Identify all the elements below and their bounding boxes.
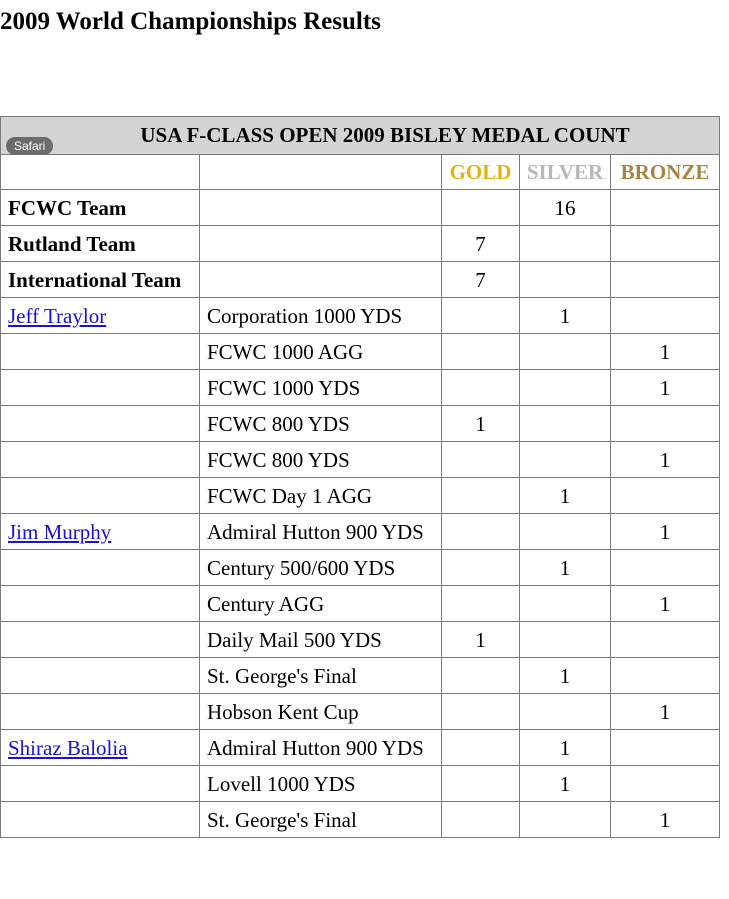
event-cell: FCWC 1000 YDS (200, 370, 442, 406)
team-name-cell: International Team (1, 262, 200, 298)
silver-count-cell: 1 (520, 658, 611, 694)
gold-count-cell (442, 442, 520, 478)
silver-count-cell: 1 (520, 766, 611, 802)
bronze-count-cell (611, 226, 720, 262)
team-name-cell: FCWC Team (1, 190, 200, 226)
event-cell: St. George's Final (200, 802, 442, 838)
event-cell: FCWC 800 YDS (200, 442, 442, 478)
table-row (1, 766, 720, 802)
table-title: USA F-CLASS OPEN 2009 BISLEY MEDAL COUNT (140, 123, 630, 147)
header-name-cell (1, 155, 200, 190)
event-cell: Daily Mail 500 YDS (200, 622, 442, 658)
shooter-name-link[interactable]: Shiraz Balolia (8, 735, 128, 760)
gold-count-cell (442, 766, 520, 802)
shooter-name-link[interactable]: Jim Murphy (8, 519, 112, 544)
gold-count-cell: 7 (442, 226, 520, 262)
event-cell: St. George's Final (200, 658, 442, 694)
table-row (1, 550, 720, 586)
table-row (1, 694, 720, 730)
silver-count-cell: 1 (520, 298, 611, 334)
gold-count-cell (442, 514, 520, 550)
gold-count-cell (442, 334, 520, 370)
bronze-count-cell (611, 622, 720, 658)
shooter-name-cell (1, 658, 200, 694)
shooter-name-cell (1, 550, 200, 586)
silver-count-cell (520, 622, 611, 658)
silver-count-cell: 1 (520, 730, 611, 766)
event-cell: Lovell 1000 YDS (200, 766, 442, 802)
shooter-name-cell (1, 334, 200, 370)
table-body (1, 190, 720, 838)
table-row (1, 478, 720, 514)
event-cell (200, 262, 442, 298)
table-header-row (1, 155, 720, 190)
silver-count-cell (520, 262, 611, 298)
event-cell: Hobson Kent Cup (200, 694, 442, 730)
shooter-name-cell (1, 406, 200, 442)
event-cell: FCWC Day 1 AGG (200, 478, 442, 514)
shooter-name-cell (1, 730, 200, 766)
silver-count-cell (520, 802, 611, 838)
shooter-name-cell (1, 586, 200, 622)
safari-badge[interactable]: Safari (6, 137, 53, 155)
gold-count-cell (442, 694, 520, 730)
event-cell: Century AGG (200, 586, 442, 622)
silver-count-cell (520, 334, 611, 370)
bronze-count-cell: 1 (611, 802, 720, 838)
table-row (1, 334, 720, 370)
bronze-header: BRONZE (611, 155, 720, 190)
event-cell: Admiral Hutton 900 YDS (200, 514, 442, 550)
bronze-count-cell (611, 658, 720, 694)
bronze-count-cell (611, 730, 720, 766)
bronze-count-cell: 1 (611, 586, 720, 622)
event-cell: Corporation 1000 YDS (200, 298, 442, 334)
gold-count-cell (442, 190, 520, 226)
gold-count-cell (442, 802, 520, 838)
silver-count-cell (520, 586, 611, 622)
silver-count-cell: 16 (520, 190, 611, 226)
table-row (1, 622, 720, 658)
table-row (1, 802, 720, 838)
bronze-count-cell: 1 (611, 334, 720, 370)
gold-header: GOLD (442, 155, 520, 190)
table-row (1, 226, 720, 262)
silver-count-cell (520, 514, 611, 550)
silver-count-cell (520, 442, 611, 478)
silver-count-cell (520, 370, 611, 406)
shooter-name-cell (1, 442, 200, 478)
bronze-count-cell: 1 (611, 694, 720, 730)
event-cell (200, 190, 442, 226)
gold-count-cell: 1 (442, 622, 520, 658)
table-row (1, 442, 720, 478)
gold-count-cell (442, 730, 520, 766)
gold-count-cell: 7 (442, 262, 520, 298)
silver-count-cell (520, 694, 611, 730)
table-row (1, 658, 720, 694)
bronze-count-cell: 1 (611, 442, 720, 478)
bronze-count-cell (611, 190, 720, 226)
table-row (1, 370, 720, 406)
gold-count-cell (442, 478, 520, 514)
event-cell: FCWC 1000 AGG (200, 334, 442, 370)
event-cell: Admiral Hutton 900 YDS (200, 730, 442, 766)
table-row (1, 262, 720, 298)
gold-count-cell (442, 370, 520, 406)
team-name-cell: Rutland Team (1, 226, 200, 262)
medal-count-table (0, 116, 720, 838)
silver-header: SILVER (520, 155, 611, 190)
shooter-name-cell (1, 370, 200, 406)
table-row (1, 406, 720, 442)
event-cell (200, 226, 442, 262)
bronze-count-cell (611, 766, 720, 802)
bronze-count-cell (611, 262, 720, 298)
page-title: 2009 World Championships Results (0, 8, 381, 35)
bronze-count-cell (611, 478, 720, 514)
table-title-row (1, 117, 720, 155)
gold-count-cell: 1 (442, 406, 520, 442)
gold-count-cell (442, 298, 520, 334)
silver-count-cell (520, 406, 611, 442)
shooter-name-cell (1, 478, 200, 514)
shooter-name-cell (1, 802, 200, 838)
table-row (1, 190, 720, 226)
event-cell: FCWC 800 YDS (200, 406, 442, 442)
shooter-name-cell (1, 298, 200, 334)
shooter-name-cell (1, 766, 200, 802)
shooter-name-cell (1, 514, 200, 550)
silver-count-cell: 1 (520, 550, 611, 586)
silver-count-cell: 1 (520, 478, 611, 514)
silver-count-cell (520, 226, 611, 262)
shooter-name-cell (1, 622, 200, 658)
shooter-name-link[interactable]: Jeff Traylor (8, 303, 107, 328)
bronze-count-cell (611, 550, 720, 586)
bronze-count-cell (611, 406, 720, 442)
gold-count-cell (442, 586, 520, 622)
table-title-cell (1, 117, 720, 155)
table-row (1, 586, 720, 622)
bronze-count-cell: 1 (611, 514, 720, 550)
bronze-count-cell: 1 (611, 370, 720, 406)
gold-count-cell (442, 658, 520, 694)
bronze-count-cell (611, 298, 720, 334)
table-row (1, 514, 720, 550)
event-cell: Century 500/600 YDS (200, 550, 442, 586)
table-row (1, 298, 720, 334)
gold-count-cell (442, 550, 520, 586)
header-event-cell (200, 155, 442, 190)
shooter-name-cell (1, 694, 200, 730)
table-row (1, 730, 720, 766)
